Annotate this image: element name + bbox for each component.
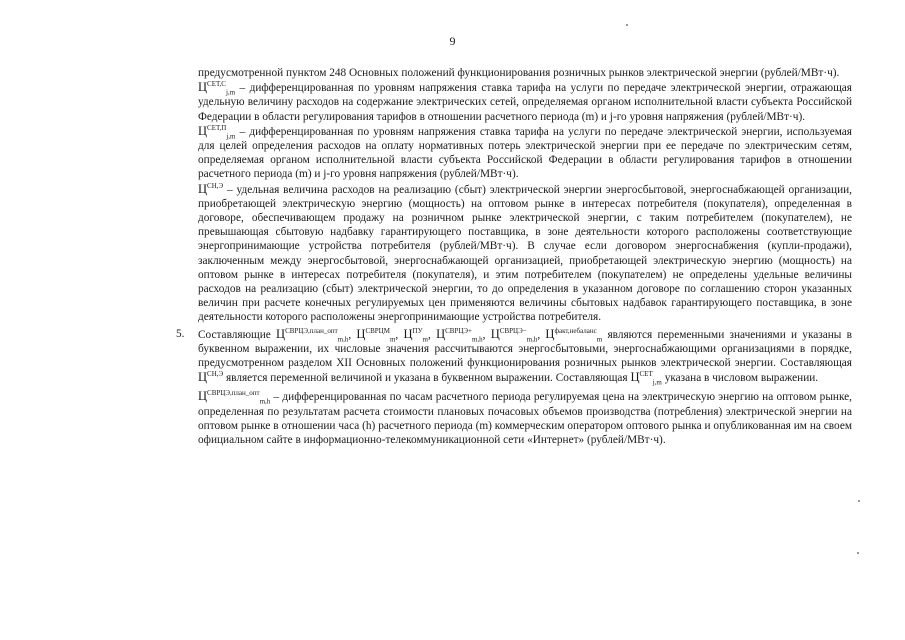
- item-number: 5.: [176, 327, 185, 340]
- formula-pu: $Ц^{ПУ}_m$: [403, 326, 428, 344]
- definition-sn-e: [198, 182, 852, 325]
- scan-mark: [626, 24, 628, 26]
- formula-svrtse-plus: $Ц^{СВРЦЭ+}_{m,h}$: [436, 326, 483, 344]
- scan-mark: [858, 500, 860, 502]
- definition-set-c: [198, 80, 852, 124]
- formula-set-inline: $Ц^{СЕТ}_{j,m}$: [630, 370, 662, 387]
- formula-set-p: $Ц^{СЕТ,П}_{j,m}$: [198, 123, 236, 141]
- definition-svrtse-plan: [198, 389, 852, 447]
- definition-text: – удельная величина расходов на реализацию (сбыт) электрической энергии энергосбытовой, энергоснабжающей организации, приобретающей электрическую энергию (мощность) на оптовом рынке в интересах потребителя (покупателя), определенная в договоре, обеспечивающем продажу на розничном рынке электрической энергии, с таким потребителем (покупателем), не превышающая сбытовую надбавку гарантирующего поставщика, в зоне деятельности которого расположены соответствующие энергопринимающие устройства потребителя (рублей/МВт·ч). В случае если договором энергоснабжения (купли-продажи), заключенным между энергосбытовой, энергоснабжающей организацией, приобретающей электрическую энергию (мощность) на оптовом рынке в интересах потребителя (покупателя), и этим потребителем (покупателем) не определены удельные величины расходов на реализацию (сбыт) электрической энергии, то до определения в указанном договоре по соглашению сторон указанных величин при расчете конечных регулируемых цен применяются величины сбытовых надбавок гарантирующего поставщика, в зоне деятельности которого расположены энергопринимающие устройства потребителя.: [198, 183, 852, 324]
- formula-set-c: $Ц^{СЕТ,С}_{j,m}$: [198, 80, 236, 97]
- definition-text: – дифференцированная по уровням напряжения ставка тарифа на услуги по передаче электрической энергии, используемая для целей определения расходов на оплату нормативных потерь электрической энергии при ее передаче по электрическим сетям, определяемая органом исполнительной власти субъекта Российской Федерации в области регулирования тарифов в отношении расчетного периода (m) и j-го уровня напряжения (рублей/МВт·ч).: [198, 125, 852, 181]
- scan-mark: [857, 552, 859, 554]
- page-number: 9: [449, 34, 456, 48]
- formula-sn-e-inline: $Ц^{СН,Э}$: [198, 370, 224, 385]
- definition-text: – дифференцированная по уровням напряжения ставка тарифа на услуги по передаче электрической энергии, отражающая удельную величину расходов на содержание электрических сетей, определяемая органом исполнительной власти субъекта Российской Федерации в области регулирования тарифов в отношении расчетного периода (m) и j-го уровня напряжения (рублей/МВт·ч).: [198, 82, 852, 123]
- definition-text: – дифференцированная по часам расчетного периода регулируемая цена на электрическую энергию на оптовом рынке, определенная по результатам расчета стоимости плановых почасовых объемов производства (потребления) электрической энергии на оптовом рынке в отношении часа (h) расчетного периода (m) коммерческим оператором оптового рынка и опубликованная им на своем официальном сайте в информационно-телекоммуникационной сети «Интернет» (рублей/МВт·ч).: [198, 391, 852, 447]
- formula-svrtse-minus: $Ц^{СВРЦЭ-}_{m,h}$: [490, 326, 538, 344]
- formula-fakt-nebalans: $Ц^{факт,небаланс}_m$: [545, 326, 603, 344]
- numbered-item-5: 5. Составляющие $Ц^{СВРЦЭ,план\_опт}_{m,h}$, $Ц^{СВРЦМ}_m$, $Ц^{ПУ}_m$, $Ц^{СВРЦЭ+}_{m,h}$, $Ц^{СВРЦЭ-}_{m,h}$, $Ц^{факт,небаланс}_m$ являются переменными значениями и указаны в буквенном выражении, их числовые значения рассчитываются энергосбытовыми, энергоснабжающими организациями в порядке, предусмотренном разделом XII Основных положений функционирования розничных рынков электрической энергии. Составляющая $Ц^{СН,Э}$ является переменной величиной и указана в буквенном выражении. Составляющая $Ц^{СЕТ}_{j,m}$ указана в числовом выражении.: [176, 326, 852, 387]
- document-body: [176, 66, 852, 447]
- formula-svrtsm: $Ц^{СВРЦМ}_m$: [356, 326, 396, 344]
- definition-set-p: [198, 124, 852, 182]
- paragraph-continuation: предусмотренной пунктом 248 Основных положений функционирования розничных рынков электрической энергии (рублей/МВт·ч).: [198, 67, 840, 79]
- formula-svrtse-plan-def: $Ц^{СВРЦЭ,план\_опт}_{m,h}$: [198, 389, 271, 406]
- formula-sn-e: $Ц^{СН,Э}$: [198, 181, 224, 196]
- formula-svrtse-plan: $Ц^{СВРЦЭ,план\_опт}_{m,h}$: [276, 326, 349, 344]
